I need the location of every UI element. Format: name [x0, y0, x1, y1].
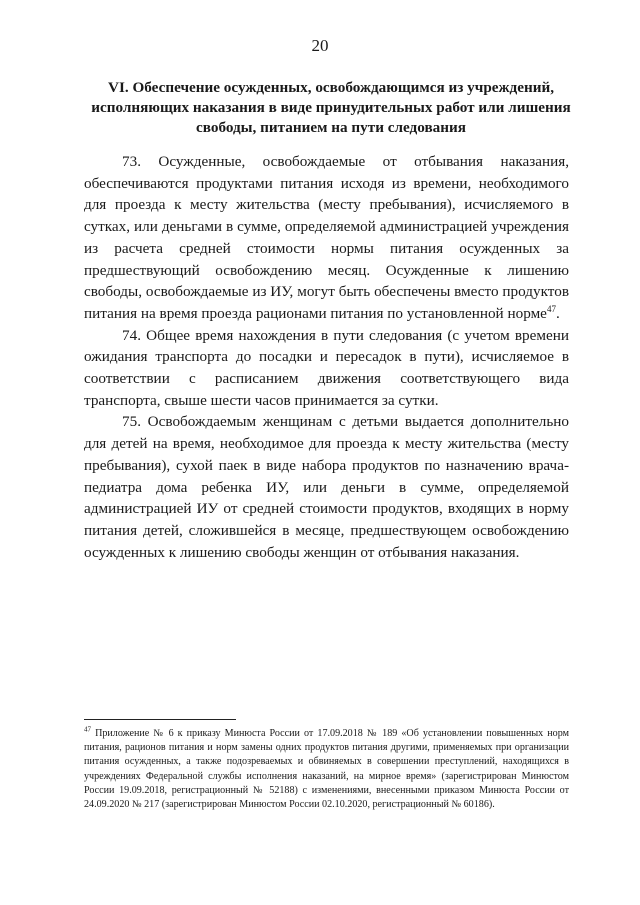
paragraph-73-end: .	[555, 304, 560, 322]
section-title-line: свободы, питанием на пути следования	[196, 119, 466, 136]
paragraph-73	[84, 151, 569, 325]
paragraph-75: 75. Освобождаемым женщинам с детьми выдается дополнительно для детей на время, необходимое для проезда к месту жительства (месту пребывания), сухой паек в виде набора продуктов по назначению врача-педиатра дома ребенка ИУ, или деньги в сумме, определяемой администрацией ИУ от средней стоимости продуктов, входящих в норму питания детей, сложившейся в месяце, предшествующем освобождению осужденных к лишению свободы женщин от отбывания наказания.	[84, 413, 569, 561]
footnote	[84, 727, 569, 812]
footnote-reference: 47	[546, 303, 556, 314]
footnote-divider	[84, 719, 236, 720]
section-title-line: VI. Обеспечение осужденных, освобождающимся из учреждений,	[108, 79, 554, 96]
paragraph-73-text: 73. Осужденные, освобождаемые от отбывания наказания, обеспечиваются продуктами питания исходя из времени, необходимого для проезда к месту жительства (месту пребывания), исчисляемого в сутках, или деньгами в сумме, определяемой администрацией учреждения из расчета средней стоимости нормы питания осужденных за предшествующий освобождению месяц. Осужденные к лишению свободы, освобождаемые из ИУ, могут быть обеспечены вместо продуктов питания на время проезда рационами питания по установленной норме	[84, 153, 569, 322]
footnote-number: 47	[84, 725, 91, 734]
footnote-text: Приложение № 6 к приказу Минюста России от 17.09.2018 № 189 «Об установлении повышенных норм питания, рационов питания и норм замены одних продуктов питания другими, применяемых при организации питания осужденных, а также подозреваемых и обвиняемых в совершении преступлений, находящихся в учреждениях Федеральной службы исполнения наказаний, на мирное время» (зарегистрирован Минюстом России 19.09.2018, регистрационный № 52188) с изменениями, внесенными приказом Минюста России от 24.09.2020 № 217 (зарегистрирован Минюстом России 02.10.2020, регистрационный № 60186).	[84, 728, 569, 811]
section-title	[88, 78, 574, 138]
section-title-line: исполняющих наказания в виде принудительных работ или лишения	[91, 99, 571, 116]
paragraph-74: 74. Общее время нахождения в пути следования (с учетом времени ожидания транспорта до посадки и пересадок в пути), исчисляемое в соответствии с расписанием движения соответствующего вида транспорта, свыше шести часов принимается за сутки.	[84, 326, 569, 409]
page-number: 20	[311, 36, 329, 55]
document-body	[84, 151, 569, 563]
